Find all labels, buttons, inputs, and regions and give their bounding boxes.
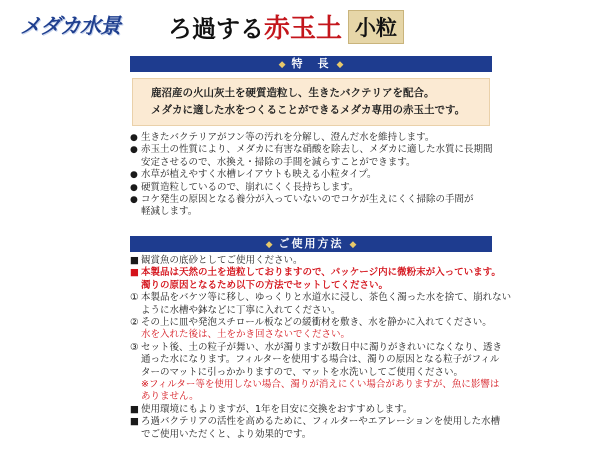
bullet-icon: ●	[130, 182, 138, 193]
usage-step-cont: ターのマットに引っかかりますので、マットを水洗いしてご使用ください。	[141, 366, 464, 378]
diamond-icon: ◆	[265, 240, 273, 250]
feature-item: ● コケ発生の原因となる養分が入っていないのでコケが生えにくく掃除の手間が	[130, 194, 474, 206]
usage-warning: ■ 本製品は天然の土を造粒しておりますので、パッケージ内に微粉末が入っています。	[130, 267, 501, 279]
usage-note: ※フィルター等を使用しない場合、濁りが消えにくい場合がありますが、魚に影響は	[141, 379, 500, 391]
square-bullet-icon: ■	[130, 403, 139, 415]
usage-step: ③ セット後、土の粒子が舞い、水が濁りますが数日中に濁りがきれいになくなり、透き	[130, 341, 503, 353]
title-main: 赤玉土	[264, 14, 343, 44]
features-list	[130, 132, 508, 219]
bullet-icon: ●	[130, 145, 138, 156]
summary-line: メダカに適した水をつくることができるメダカ専用の赤玉土です。	[151, 104, 466, 116]
square-bullet-icon: ■	[130, 416, 139, 428]
bullet-icon: ●	[130, 133, 138, 143]
product-title	[168, 8, 404, 45]
square-bullet-icon: ■	[130, 255, 139, 266]
size-badge: 小粒	[348, 10, 404, 44]
features-heading: 特 長	[291, 57, 331, 70]
usage-item: ■ 観賞魚の底砂としてご使用ください。	[130, 255, 303, 266]
usage-step: ② その上に皿や発泡スチロール板などの緩衝材を敷き、水を静かに入れてください。	[130, 317, 492, 329]
summary-line: 鹿沼産の火山灰土を硬質造粒し、生きたバクテリアを配合。	[151, 87, 435, 99]
usage-heading: ご使用方法	[278, 237, 344, 250]
feature-item: ● 水草が植えやすく水槽レイアウトも映える小粒タイプ。	[130, 169, 377, 181]
usage-step: ① 本製品をバケツ等に移し、ゆっくりと水道水に浸し、茶色く濁った水を捨て、崩れない	[130, 292, 512, 304]
step-number: ②	[130, 317, 139, 329]
usage-list	[130, 255, 512, 441]
usage-heading-bar	[130, 236, 492, 252]
usage-note: 水を入れた後は、土をかき回さないでください。	[141, 329, 351, 341]
usage-step-cont: 通った水になります。フィルターを使用する場合は、濁りの原因となる粒子がフィル	[141, 354, 500, 366]
feature-item: ● 硬質造粒しているので、崩れにくく長持ちします。	[130, 181, 359, 193]
feature-item-cont: 軽減します。	[141, 206, 198, 218]
usage-warning-cont: 濁りの原因となるため以下の方法でセットしてください。	[141, 279, 389, 291]
title-prefix: ろ過する	[168, 14, 264, 43]
features-heading-bar	[130, 56, 492, 72]
usage-step-cont: ように水槽や鉢などに丁寧に入れてください。	[141, 304, 341, 316]
brand-logo: メダカ水景	[20, 14, 120, 38]
diamond-icon: ◆	[349, 240, 357, 250]
features-summary-box	[132, 78, 490, 126]
usage-item: ■ ろ過バクテリアの活性を高めるために、フィルターやエアレーションを使用した水槽	[130, 416, 501, 428]
square-bullet-icon: ■	[130, 267, 139, 279]
feature-item: ● 生きたバクテリアがフン等の汚れを分解し、澄んだ水を維持します。	[130, 132, 435, 143]
bullet-icon: ●	[130, 170, 138, 181]
feature-item: ● 赤玉土の性質により、メダカに有害な硝酸を除去し、メダカに適した水質に長期間	[130, 144, 493, 156]
usage-note-cont: ありません。	[141, 391, 199, 403]
usage-item-cont: でご使用いただくと、より効果的です。	[141, 428, 312, 440]
usage-item: ■ 使用環境にもよりますが、1年を目安に交換をおすすめします。	[130, 403, 413, 415]
step-number: ①	[130, 292, 139, 304]
diamond-icon: ◆	[278, 60, 286, 70]
diamond-icon: ◆	[336, 60, 344, 70]
bullet-icon: ●	[130, 195, 138, 206]
feature-item-cont: 安定させるので、水換え・掃除の手間を減らすことができます。	[141, 156, 416, 168]
step-number: ③	[130, 341, 139, 353]
